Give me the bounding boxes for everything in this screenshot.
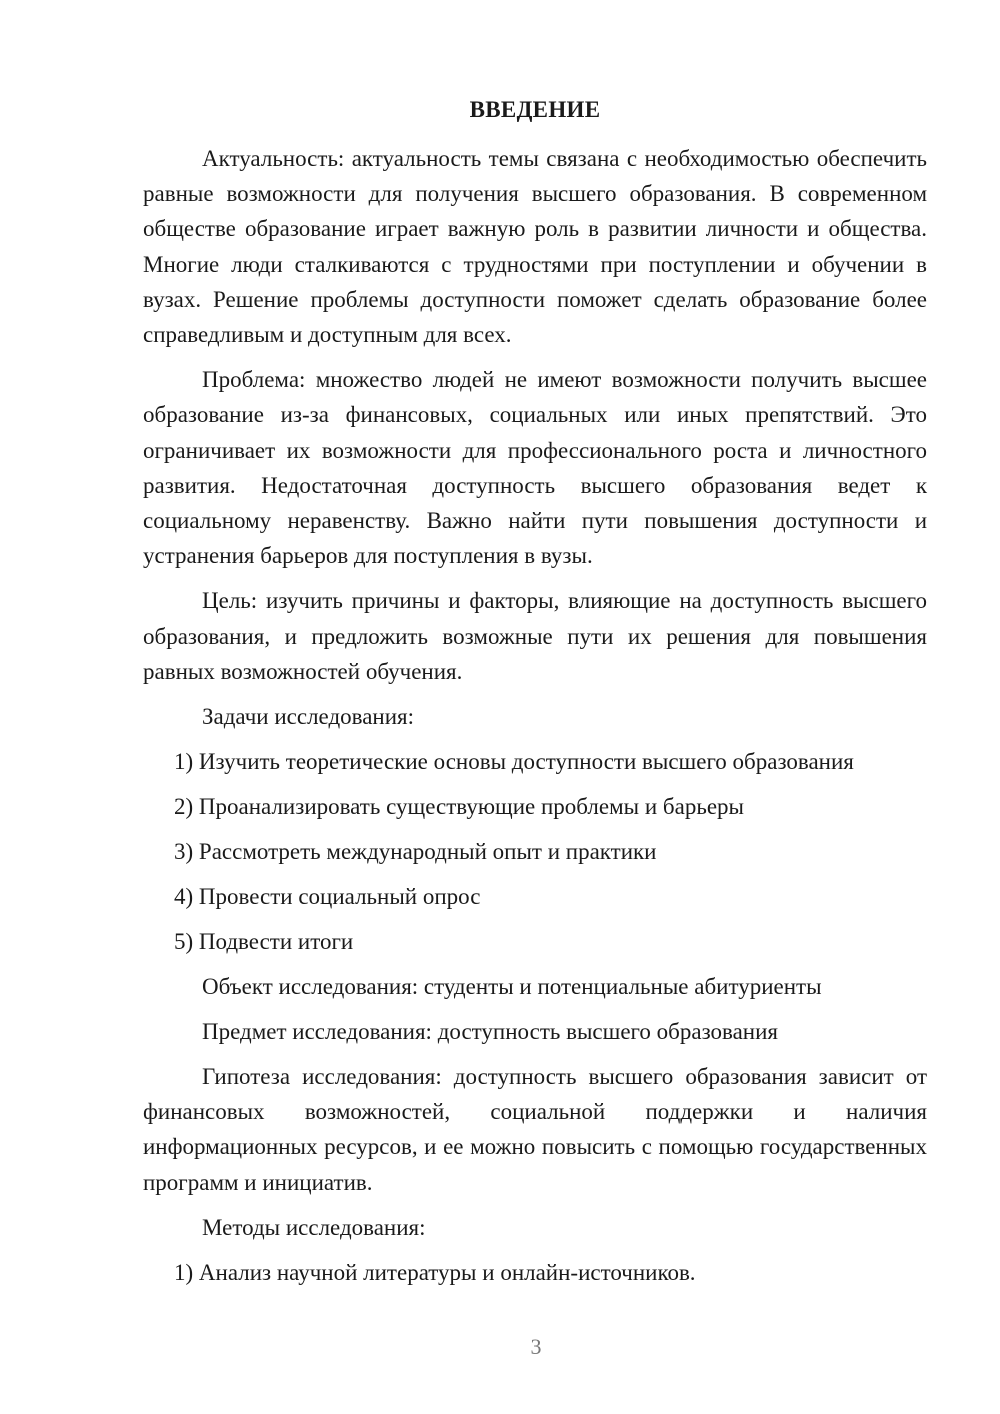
problem-paragraph: Проблема: множество людей не имеют возможности получить высшее образование из-за финансовых, социальных или иных препятствий. Это ограничивает их возможности для профессионального роста и личностного развития. Недостаточная доступность высшего образования ведет к социальному неравенству. Важно найти пути повышения доступности и устранения барьеров для поступления в вузы. — [143, 367, 927, 569]
task-item-3: 3) Рассмотреть международный опыт и практики — [174, 839, 657, 865]
page-number: 3 — [530, 1334, 542, 1359]
methods-heading: Методы исследования: — [202, 1214, 426, 1240]
page-content — [143, 94, 927, 1300]
method-item-1: 1) Анализ научной литературы и онлайн-источников. — [174, 1259, 696, 1285]
hypothesis-paragraph: Гипотеза исследования: доступность высшего образования зависит от финансовых возможностей, социальной поддержки и наличия информационных ресурсов, и ее можно повысить с помощью государственных программ и инициатив. — [143, 1064, 927, 1195]
tasks-heading: Задачи исследования: — [202, 704, 415, 730]
research-object: Объект исследования: студенты и потенциальные абитуриенты — [202, 974, 822, 1000]
task-item-1: 1) Изучить теоретические основы доступности высшего образования — [174, 749, 854, 775]
task-item-5: 5) Подвести итоги — [174, 929, 354, 955]
task-item-2: 2) Проанализировать существующие проблемы и барьеры — [174, 794, 744, 820]
page-title: ВВЕДЕНИЕ — [469, 97, 601, 122]
task-item-4: 4) Провести социальный опрос — [174, 884, 481, 910]
relevance-paragraph: Актуальность: актуальность темы связана с необходимостью обеспечить равные возможности для получения высшего образования. В современном обществе образование играет важную роль в развитии личности и общества. Многие люди сталкиваются с трудностями при поступлении и обучении в вузах. Решение проблемы доступности поможет сделать образование более справедливым и доступным для всех. — [143, 146, 927, 348]
goal-paragraph: Цель: изучить причины и факторы, влияющие на доступность высшего образования, и предложить возможные пути их решения для повышения равных возможностей обучения. — [143, 588, 927, 684]
research-subject: Предмет исследования: доступность высшего образования — [202, 1019, 778, 1045]
